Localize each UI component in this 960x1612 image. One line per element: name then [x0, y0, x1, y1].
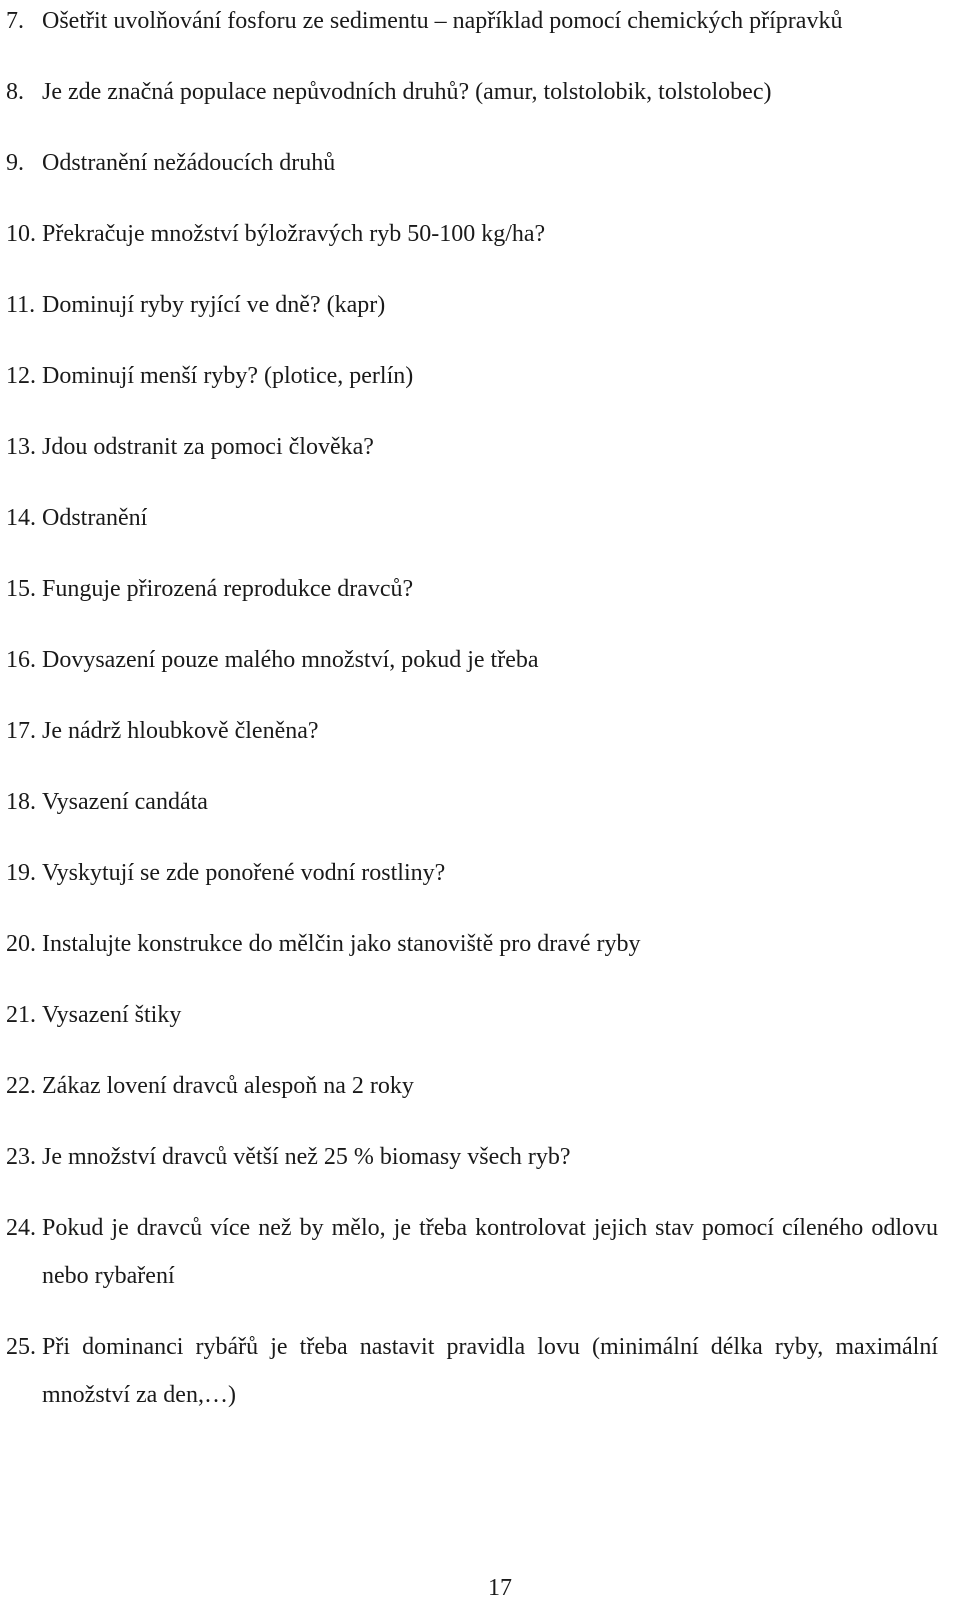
list-item	[0, 991, 960, 1039]
list-item	[0, 68, 960, 116]
item-text: Při dominanci rybářů je třeba nastavit pravidla lovu (minimální délka ryby, maximální množství za den,…)	[42, 1334, 938, 1408]
item-number: 22.	[6, 1073, 36, 1099]
item-text: Odstranění nežádoucích druhů	[42, 150, 336, 176]
item-text: Instalujte konstrukce do mělčin jako stanoviště pro dravé ryby	[42, 931, 641, 957]
item-number: 25.	[6, 1334, 36, 1360]
item-text: Vyskytují se zde ponořené vodní rostliny?	[42, 860, 446, 886]
item-text: Zákaz lovení dravců alespoň na 2 roky	[42, 1073, 414, 1099]
list-item	[0, 0, 960, 45]
item-text: Dovysazení pouze malého množství, pokud je třeba	[42, 647, 539, 673]
item-number: 15.	[6, 576, 36, 602]
item-text: Je zde značná populace nepůvodních druhů? (amur, tolstolobik, tolstolobec)	[42, 79, 772, 105]
item-text: Překračuje množství býložravých ryb 50-100 kg/ha?	[42, 221, 546, 247]
item-text: Ošetřit uvolňování fosforu ze sedimentu – například pomocí chemických přípravků	[42, 8, 843, 34]
item-text: Dominují ryby ryjící ve dně? (kapr)	[42, 292, 386, 318]
item-number: 24.	[6, 1215, 36, 1241]
item-number: 11.	[6, 292, 36, 318]
page-number: 17	[488, 1575, 512, 1601]
list-item	[0, 281, 960, 329]
item-number: 7.	[6, 8, 24, 34]
item-number: 19.	[6, 860, 36, 886]
item-text: Pokud je dravců více než by mělo, je třeba kontrolovat jejich stav pomocí cíleného odlovu nebo rybaření	[42, 1215, 938, 1289]
list-item	[0, 352, 960, 400]
item-number: 18.	[6, 789, 36, 815]
item-number: 12.	[6, 363, 36, 389]
item-number: 17.	[6, 718, 36, 744]
list-item	[0, 778, 960, 826]
item-number: 9.	[6, 150, 24, 176]
list-item	[0, 494, 960, 542]
item-number: 21.	[6, 1002, 36, 1028]
list-item	[0, 1204, 960, 1300]
item-number: 23.	[6, 1144, 36, 1170]
item-text: Odstranění	[42, 505, 148, 531]
item-text: Je nádrž hloubkově členěna?	[42, 718, 319, 744]
list-item	[0, 707, 960, 755]
item-text: Je množství dravců větší než 25 % biomasy všech ryb?	[42, 1144, 571, 1170]
item-number: 14.	[6, 505, 36, 531]
item-number: 20.	[6, 931, 36, 957]
list-item	[0, 565, 960, 613]
item-text: Funguje přirozená reprodukce dravců?	[42, 576, 414, 602]
list-item	[0, 1062, 960, 1110]
item-number: 13.	[6, 434, 36, 460]
item-number: 8.	[6, 79, 24, 105]
item-text: Dominují menší ryby? (plotice, perlín)	[42, 363, 414, 389]
item-text: Vysazení štiky	[42, 1002, 182, 1028]
list-item	[0, 1323, 960, 1419]
list-item	[0, 636, 960, 684]
list-item	[0, 1133, 960, 1181]
item-text: Vysazení candáta	[42, 789, 208, 815]
list-item	[0, 423, 960, 471]
list-item	[0, 139, 960, 187]
item-number: 10.	[6, 221, 36, 247]
list-item	[0, 920, 960, 968]
item-text: Jdou odstranit za pomoci člověka?	[42, 434, 374, 460]
list-item	[0, 849, 960, 897]
list-item	[0, 210, 960, 258]
item-number: 16.	[6, 647, 36, 673]
